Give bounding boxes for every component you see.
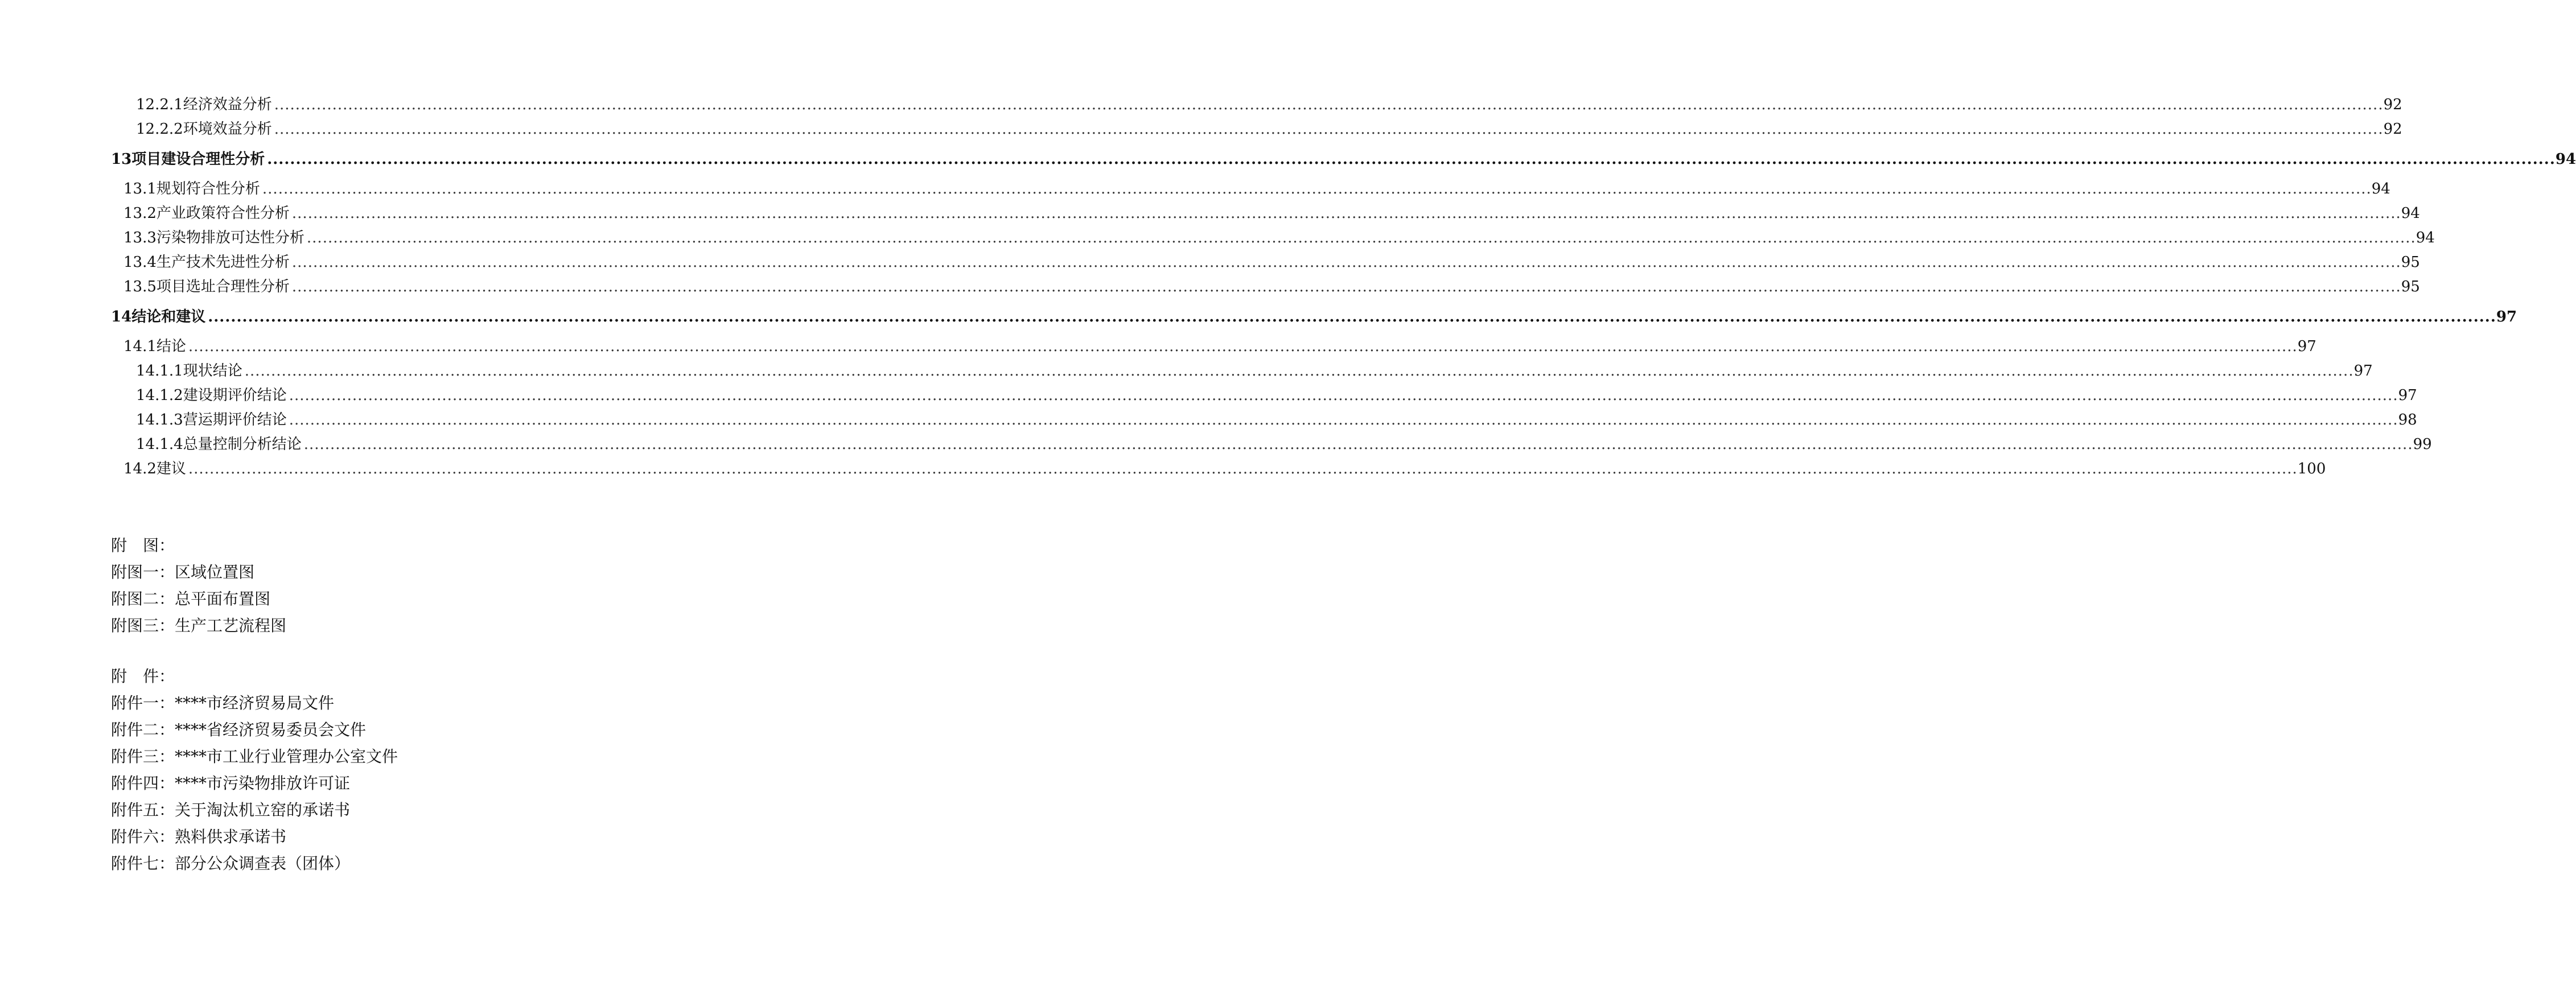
toc-entry-number: 14.1.3 [136,411,183,428]
toc-entry-number: 13.2 [124,205,157,222]
toc-entry-title: 产业政策符合性分析 [156,205,290,222]
toc-page-number: 94 [2371,180,2390,197]
toc-entry-title: 污染物排放可达性分析 [156,229,304,246]
toc-entry [111,177,2390,201]
toc-page-number: 100 [2297,460,2326,477]
toc-dot-leader: ................................................................................................................................................................................................................................................................................................................................................................................................................ [291,278,2401,295]
figures-list [111,532,286,639]
figure-item: 附图三：生产工艺流程图 [111,616,287,635]
attachment-item: 附件六：熟料供求承诺书 [111,827,287,846]
toc-entry [111,201,2420,226]
toc-entry [111,275,2420,299]
toc-page-number: 99 [2413,436,2432,453]
toc-entry [111,432,2432,457]
figures-heading: 附 图： [111,536,175,555]
toc-entry-title: 营运期评价结论 [183,411,287,428]
toc-entry-number: 14.1.4 [136,436,183,453]
toc-entry-number: 14.1.1 [136,362,183,380]
toc-entry-title: 建议 [156,460,186,477]
toc-entry-number: 12.2.1 [136,96,183,113]
toc-page-number: 95 [2401,254,2420,271]
toc-page-number: 98 [2398,411,2417,428]
toc-dot-leader: ................................................................................................................................................................................................................................................................................................................................................................................................................ [274,96,2384,113]
toc-entry-number: 14.2 [124,460,157,477]
toc-entry-title: 项目建设合理性分析 [131,151,265,168]
attachment-item: 附件四：****市污染物排放许可证 [111,774,351,793]
toc-entry [111,226,2435,250]
toc-entry-title: 现状结论 [183,362,242,380]
toc-entry [111,383,2417,408]
toc-entry [111,301,2517,333]
toc-entry-number: 14 [111,308,132,325]
toc-entry [111,250,2420,275]
toc-dot-leader: ................................................................................................................................................................................................................................................................................................................................................................................................................ [289,387,2398,404]
attachments-list [111,663,398,877]
toc-entry [111,117,2402,142]
attachment-item: 附件五：关于淘汰机立窑的承诺书 [111,801,351,819]
toc-page-number: 94 [2555,151,2576,168]
toc-dot-leader: ................................................................................................................................................................................................................................................................................................................................................................................................................ [289,411,2398,428]
toc-dot-leader: ................................................................................................................................................................................................................................................................................................................................................................................................................ [291,254,2401,271]
toc-entry [111,93,2402,117]
toc-page-number: 97 [2398,387,2417,404]
toc-entry [111,335,2316,359]
toc-page-number: 95 [2401,278,2420,295]
figure-item: 附图一：区域位置图 [111,563,255,582]
toc-entry-number: 12.2.2 [136,121,183,138]
toc-dot-leader: ................................................................................................................................................................................................................................................................................................................................................................................................................ [303,436,2413,453]
toc-entry [111,457,2326,481]
toc-entry-number: 14.1 [124,338,157,355]
attachments-heading: 附 件： [111,667,175,686]
toc-entry-title: 环境效益分析 [183,121,272,138]
attachment-item: 附件二：****省经济贸易委员会文件 [111,720,367,739]
toc-page-number: 92 [2383,96,2402,113]
toc-entry-title: 结论 [156,338,186,355]
attachment-item: 附件三：****市工业行业管理办公室文件 [111,747,398,766]
toc-dot-leader: ................................................................................................................................................................................................................................................................................................................................................................................................................ [306,229,2416,246]
toc-entry-number: 13.3 [124,229,157,246]
toc-entry-number: 13 [111,151,132,168]
toc-dot-leader: ................................................................................................................................................................................................................................................................................................................................................................................................................ [262,180,2372,197]
toc-dot-leader: ................................................................................................................................................................................................................................................................................................................................................................................................................ [274,121,2384,138]
toc-dot-leader: ................................................................................................................................................................................................................................................................................................................................................................................................................ [188,338,2298,355]
toc-entry [111,143,2576,175]
toc-page-number: 97 [2353,362,2373,380]
toc-page-number: 92 [2383,121,2402,138]
toc-dot-leader: ................................................................................................................................................................................................................................................................................................................................................................................................................ [244,362,2354,380]
toc-entry-title: 规划符合性分析 [156,180,260,197]
toc-entry-number: 13.5 [124,278,157,295]
toc-page-number: 94 [2415,229,2435,246]
toc-entry-title: 总量控制分析结论 [183,436,302,453]
toc-entry-number: 13.1 [124,180,157,197]
toc-dot-leader: ................................................................................................................................................................................................................................................................................................................................................................................................................ [267,151,2556,168]
toc-entry-title: 结论和建议 [131,308,206,325]
toc-entry-title: 建设期评价结论 [183,387,287,404]
toc-page-number: 97 [2297,338,2316,355]
toc-entry-title: 生产技术先进性分析 [156,254,290,271]
attachment-item: 附件一：****市经济贸易局文件 [111,694,335,712]
toc-entry [111,359,2373,383]
toc-page-number: 97 [2496,308,2517,325]
toc-page-number: 94 [2401,205,2420,222]
toc-entry-number: 13.4 [124,254,157,271]
figure-item: 附图二：总平面布置图 [111,589,271,608]
toc-entry-title: 经济效益分析 [183,96,272,113]
toc-entry [111,408,2417,432]
toc-entry-title: 项目选址合理性分析 [156,278,290,295]
table-of-contents [111,93,2576,481]
toc-dot-leader: ................................................................................................................................................................................................................................................................................................................................................................................................................ [188,460,2298,477]
toc-dot-leader: ................................................................................................................................................................................................................................................................................................................................................................................................................ [208,308,2496,325]
toc-dot-leader: ................................................................................................................................................................................................................................................................................................................................................................................................................ [291,205,2401,222]
toc-entry-number: 14.1.2 [136,387,183,404]
attachment-item: 附件七：部分公众调查表（团体） [111,854,351,873]
